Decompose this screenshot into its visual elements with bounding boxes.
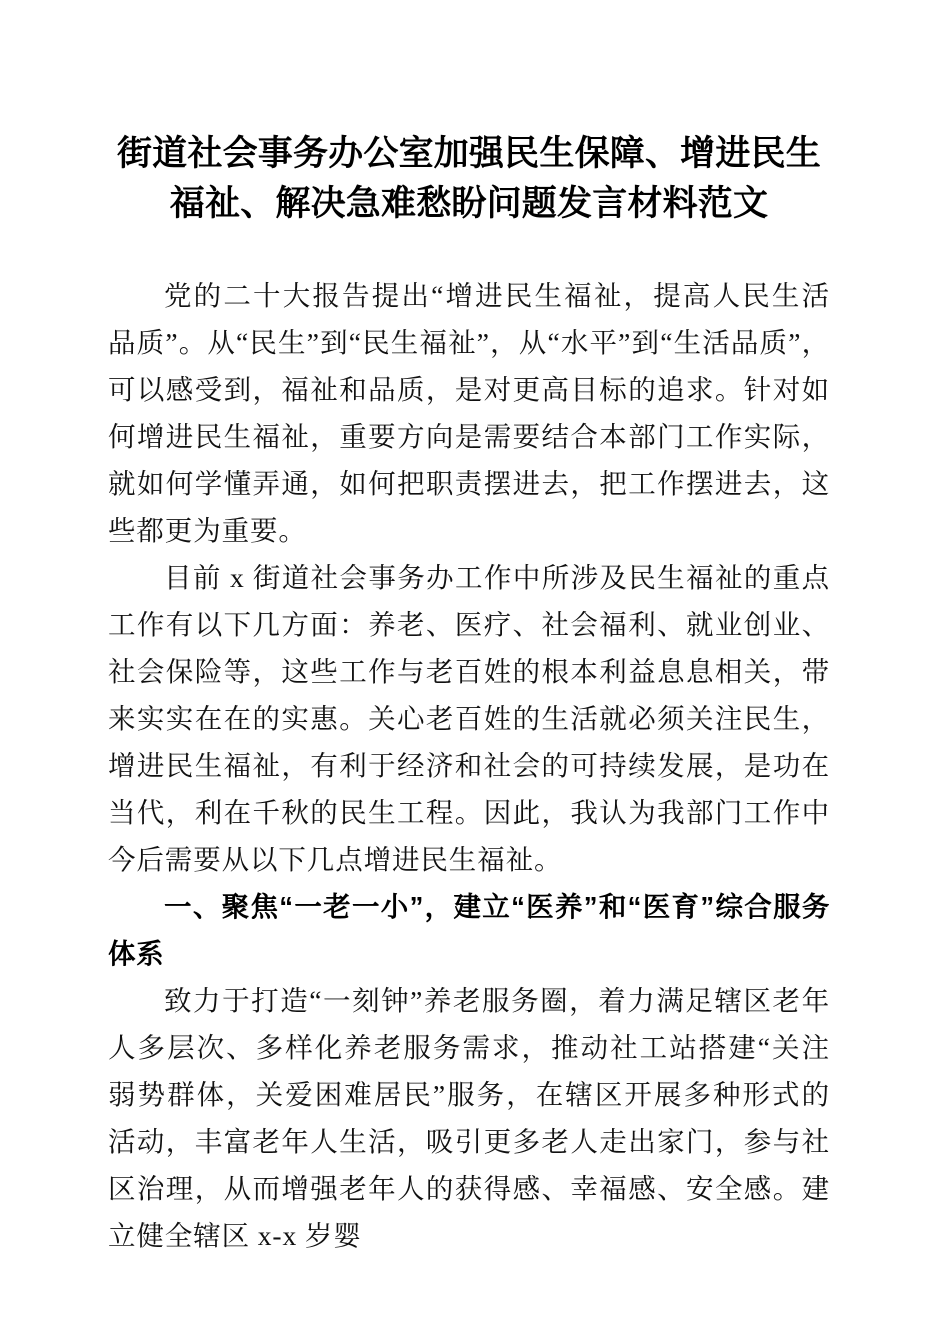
- paragraph-1: 党的二十大报告提出“增进民生福祉，提高人民生活品质”。从“民生”到“民生福祉”，从“水平”到“生活品质”，可以感受到，福祉和品质，是对更高目标的追求。针对如何增进民生福祉，重要方向是需要结合本部门工作实际，就如何学懂弄通，如何把职责摆进去，把工作摆进去，这些都更为重要。: [108, 280, 830, 546]
- paragraph-3: 致力于打造“一刻钟”养老服务圈，着力满足辖区老年人多层次、多样化养老服务需求，推动社工站搭建“关注弱势群体，关爱困难居民”服务，在辖区开展多种形式的活动，丰富老年人生活，吸引更多老人走出家门，参与社区治理，从而增强老年人的获得感、幸福感、安全感。建立健全辖区 x-x 岁婴: [108, 985, 830, 1251]
- section-heading-1: 一、聚焦“一老一小”，建立“医养”和“医育”综合服务体系: [108, 891, 830, 969]
- paragraph-2: 目前 x 街道社会事务办工作中所涉及民生福祉的重点工作有以下几方面：养老、医疗、社会福利、就业创业、社会保险等，这些工作与老百姓的根本利益息息相关，带来实实在在的实惠。关心老百姓的生活就必须关注民生，增进民生福祉，有利于经济和社会的可持续发展，是功在当代，利在千秋的民生工程。因此，我认为我部门工作中今后需要从以下几点增进民生福祉。: [108, 562, 830, 875]
- document-title: 街道社会事务办公室加强民生保障、增进民生福祉、解决急难愁盼问题发言材料范文: [116, 134, 821, 223]
- document-body: [108, 272, 830, 1259]
